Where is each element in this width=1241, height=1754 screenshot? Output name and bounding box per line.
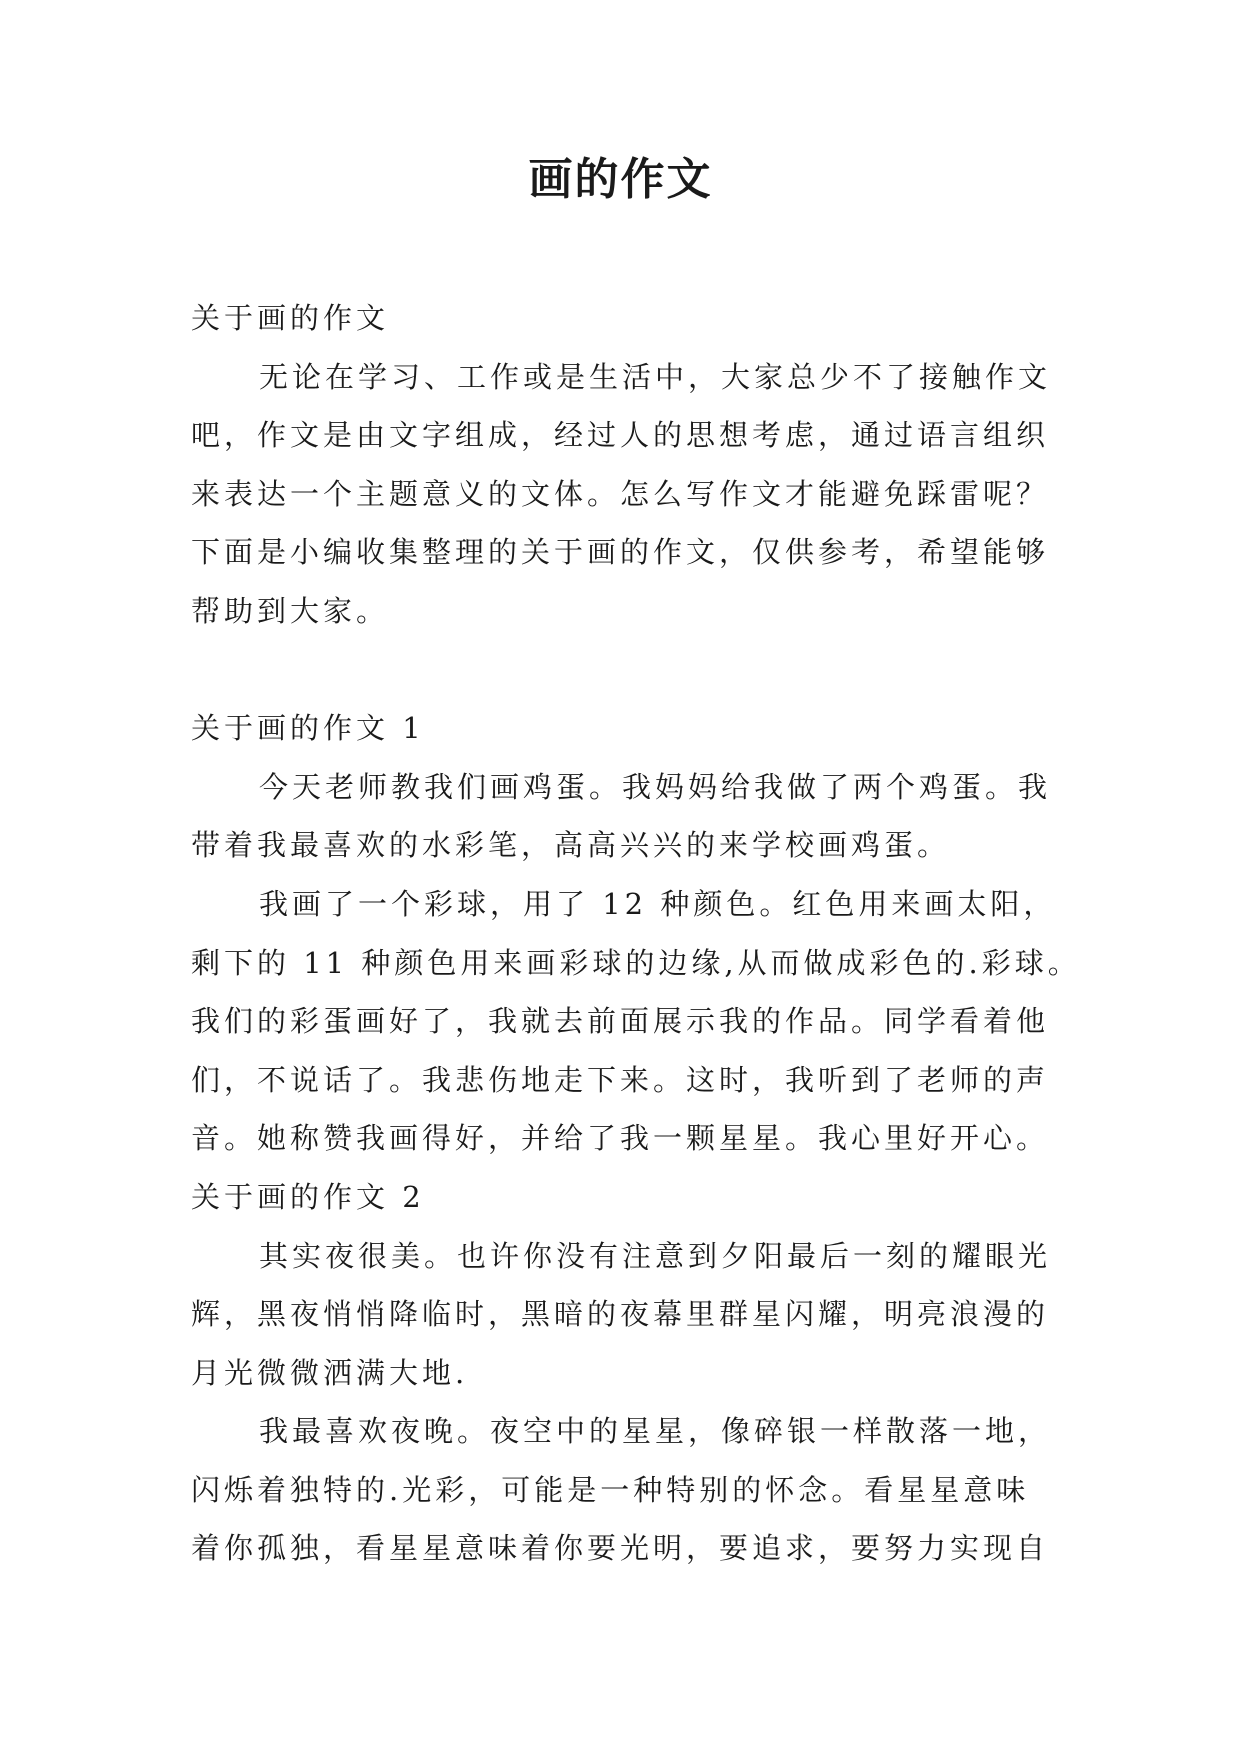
paragraph-line: 带着我最喜欢的水彩笔，高高兴兴的来学校画鸡蛋。 <box>191 828 951 863</box>
paragraph-line: 辉，黑夜悄悄降临时，黑暗的夜幕里群星闪耀，明亮浪漫的 <box>191 1297 1050 1332</box>
paragraph-line: 帮助到大家。 <box>191 593 390 628</box>
intro-heading: 关于画的作文 <box>191 301 390 335</box>
section-heading: 关于画的作文 2 <box>191 1179 425 1214</box>
paragraph-line: 其实夜很美。也许你没有注意到夕阳最后一刻的耀眼光 <box>259 1238 1052 1273</box>
blank-line <box>191 641 1091 700</box>
paragraph-line: 月光微微洒满大地. <box>191 1355 469 1390</box>
paragraph-line: 我画了一个彩球，用了 12 种颜色。红色用来画太阳， <box>259 886 1057 921</box>
paragraph-line: 无论在学习、工作或是生活中，大家总少不了接触作文 <box>259 359 1052 394</box>
document-body <box>191 289 1091 1578</box>
paragraph-line: 下面是小编收集整理的关于画的作文，仅供参考，希望能够 <box>191 535 1050 570</box>
paragraph-line: 着你孤独，看星星意味着你要光明，要追求，要努力实现自 <box>191 1531 1050 1566</box>
paragraph-line: 今天老师教我们画鸡蛋。我妈妈给我做了两个鸡蛋。我 <box>259 769 1052 804</box>
paragraph-line: 我们的彩蛋画好了，我就去前面展示我的作品。同学看着他 <box>191 1004 1050 1039</box>
paragraph-line: 我最喜欢夜晚。夜空中的星星，像碎银一样散落一地， <box>259 1414 1052 1449</box>
paragraph-line: 吧，作文是由文字组成，经过人的思想考虑，通过语言组织 <box>191 418 1050 453</box>
paragraph-line: 闪烁着独特的.光彩，可能是一种特别的怀念。看星星意味 <box>191 1472 1030 1507</box>
paragraph-line: 来表达一个主题意义的文体。怎么写作文才能避免踩雷呢？ <box>191 476 1050 511</box>
paragraph-line: 音。她称赞我画得好，并给了我一颗星星。我心里好开心。 <box>191 1121 1050 1156</box>
section-heading: 关于画的作文 1 <box>191 711 425 746</box>
page-title: 画的作文 <box>528 154 713 205</box>
paragraph-line: 们，不说话了。我悲伤地走下来。这时，我听到了老师的声 <box>191 1062 1050 1097</box>
paragraph-line: 剩下的 11 种颜色用来画彩球的边缘,从而做成彩色的.彩球。 <box>191 945 1081 980</box>
